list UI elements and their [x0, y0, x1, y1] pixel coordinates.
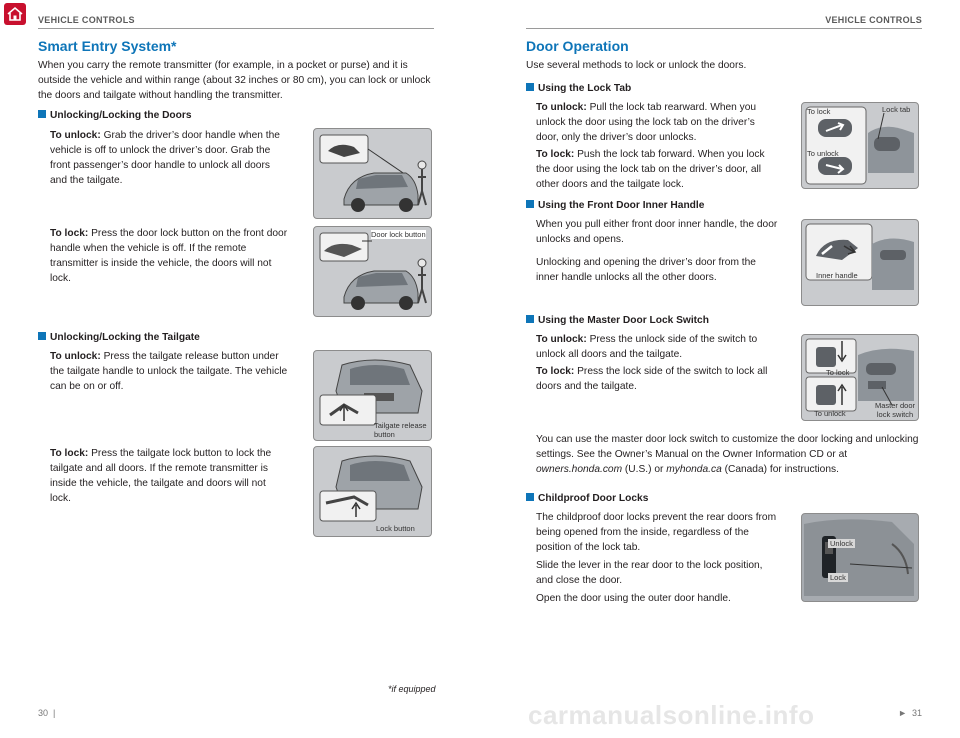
- door-operation-intro: Use several methods to lock or unlock the doors.: [526, 60, 747, 71]
- tailgate-release-illustration: [313, 350, 432, 441]
- header-rule-left: [38, 28, 434, 29]
- owners-honda-link[interactable]: owners.honda.com: [536, 464, 623, 475]
- tailgate-unlock-text: To unlock: Press the tailgate release button under the tailgate handle to unlock the tailgate. The vehicle can be on or off.: [50, 351, 288, 392]
- footnote: *if equipped: [388, 684, 436, 694]
- tailgate-release-caption: Tailgate release button: [374, 421, 427, 439]
- master-switch-caption: Master door lock switch: [874, 401, 916, 419]
- home-icon[interactable]: [4, 3, 26, 25]
- subheading-doors: Unlocking/Locking the Doors: [38, 110, 192, 121]
- lock-button-caption: Lock button: [376, 524, 415, 533]
- bullet-square-icon: [38, 332, 46, 340]
- tailgate-lock-text: To lock: Press the tailgate lock button to lock the tailgate and all doors. If the remote transmitter is inside the vehicle, the tailgate and doors will not lock.: [50, 448, 272, 504]
- lock-tab-unlock-text: To unlock: Pull the lock tab rearward. When you unlock the door using the lock tab on the driver’s door, only the driver’s door unlocks.: [536, 102, 757, 143]
- section-title-smart-entry: Smart Entry System*: [38, 38, 177, 54]
- childproof-text-3: Open the door using the outer door handle.: [536, 593, 731, 604]
- childproof-lock-illustration: [801, 513, 919, 602]
- page-number-left: 30 |: [38, 708, 56, 718]
- smart-entry-intro: When you carry the remote transmitter (for example, in a pocket or purse) and it is outside the vehicle and within range (about 32 inches or 80 cm), you can lock or unlock the doors and tailgate without handling the transmitter.: [38, 60, 431, 101]
- header-rule-right: [526, 28, 922, 29]
- lock-tab-lock-text: To lock: Push the lock tab forward. When you lock the door using the lock tab on the driver’s door, all other doors and the tailgate lock.: [536, 149, 765, 190]
- lock-tab-to-unlock-caption: To unlock: [807, 149, 839, 158]
- inner-handle-text-1: When you pull either front door inner handle, the door unlocks and opens.: [536, 219, 778, 245]
- tailgate-lock-button-illustration: [313, 446, 432, 537]
- door-handle-unlock-illustration: [313, 128, 432, 219]
- myhonda-link[interactable]: myhonda.ca: [666, 464, 722, 475]
- subheading-master-switch: Using the Master Door Lock Switch: [526, 315, 709, 326]
- master-switch-unlock-text: To unlock: Press the unlock side of the switch to unlock all doors and the tailgate.: [536, 334, 758, 360]
- inner-handle-text-2: Unlocking and opening the driver’s door from the inner handle unlocks all the other doors.: [536, 257, 756, 283]
- watermark: carmanualsonline.info: [528, 700, 815, 730]
- inner-handle-illustration: [801, 219, 919, 306]
- master-switch-to-unlock-caption: To unlock: [814, 409, 846, 418]
- childproof-unlock-caption: Unlock: [830, 539, 853, 548]
- page-number-right: ► 31: [898, 708, 922, 718]
- running-head-left: VEHICLE CONTROLS: [38, 15, 135, 25]
- inner-handle-caption: Inner handle: [816, 271, 858, 280]
- bullet-square-icon: [526, 315, 534, 323]
- lock-tab-caption: Lock tab: [882, 105, 911, 114]
- childproof-text-1: The childproof door locks prevent the rear doors from being opened from the inside, regardless of the position of the lock tab.: [536, 512, 777, 553]
- master-switch-to-lock-caption: To lock: [826, 368, 850, 377]
- childproof-text-2: Slide the lever in the rear door to the lock position, and close the door.: [536, 560, 763, 586]
- subheading-lock-tab: Using the Lock Tab: [526, 83, 631, 94]
- bullet-square-icon: [526, 493, 534, 501]
- running-head-right: VEHICLE CONTROLS: [825, 15, 922, 25]
- subheading-tailgate: Unlocking/Locking the Tailgate: [38, 332, 200, 343]
- lock-tab-illustration: [801, 102, 919, 189]
- doors-unlock-text: To unlock: Grab the driver’s door handle when the vehicle is off to unlock the driver’s door. Grab the front passenger’s door handle to unlock all doors and the tailgate.: [50, 130, 280, 186]
- bullet-square-icon: [526, 83, 534, 91]
- doors-lock-text: To lock: Press the door lock button on the front door handle when the vehicle is off. If the remote transmitter is inside the vehicle, the doors will not lock.: [50, 228, 288, 284]
- door-lock-button-caption: Door lock button: [371, 230, 426, 239]
- subheading-childproof: Childproof Door Locks: [526, 493, 648, 504]
- master-switch-note: You can use the master door lock switch to customize the door locking and unlocking settings. See the Owner’s Manual on the Owner Information CD or at owners.honda.com (U.S.) or myhonda.ca (Canada) for instructions.: [536, 434, 919, 475]
- bullet-square-icon: [38, 110, 46, 118]
- bullet-square-icon: [526, 200, 534, 208]
- subheading-inner-handle: Using the Front Door Inner Handle: [526, 200, 704, 211]
- childproof-lock-caption: Lock: [830, 573, 846, 582]
- door-lock-button-illustration: [313, 226, 432, 317]
- lock-tab-to-lock-caption: To lock: [807, 107, 831, 116]
- master-switch-lock-text: To lock: Press the lock side of the switch to lock all doors and the tailgate.: [536, 366, 768, 392]
- section-title-door-operation: Door Operation: [526, 38, 629, 54]
- master-switch-illustration: [801, 334, 919, 421]
